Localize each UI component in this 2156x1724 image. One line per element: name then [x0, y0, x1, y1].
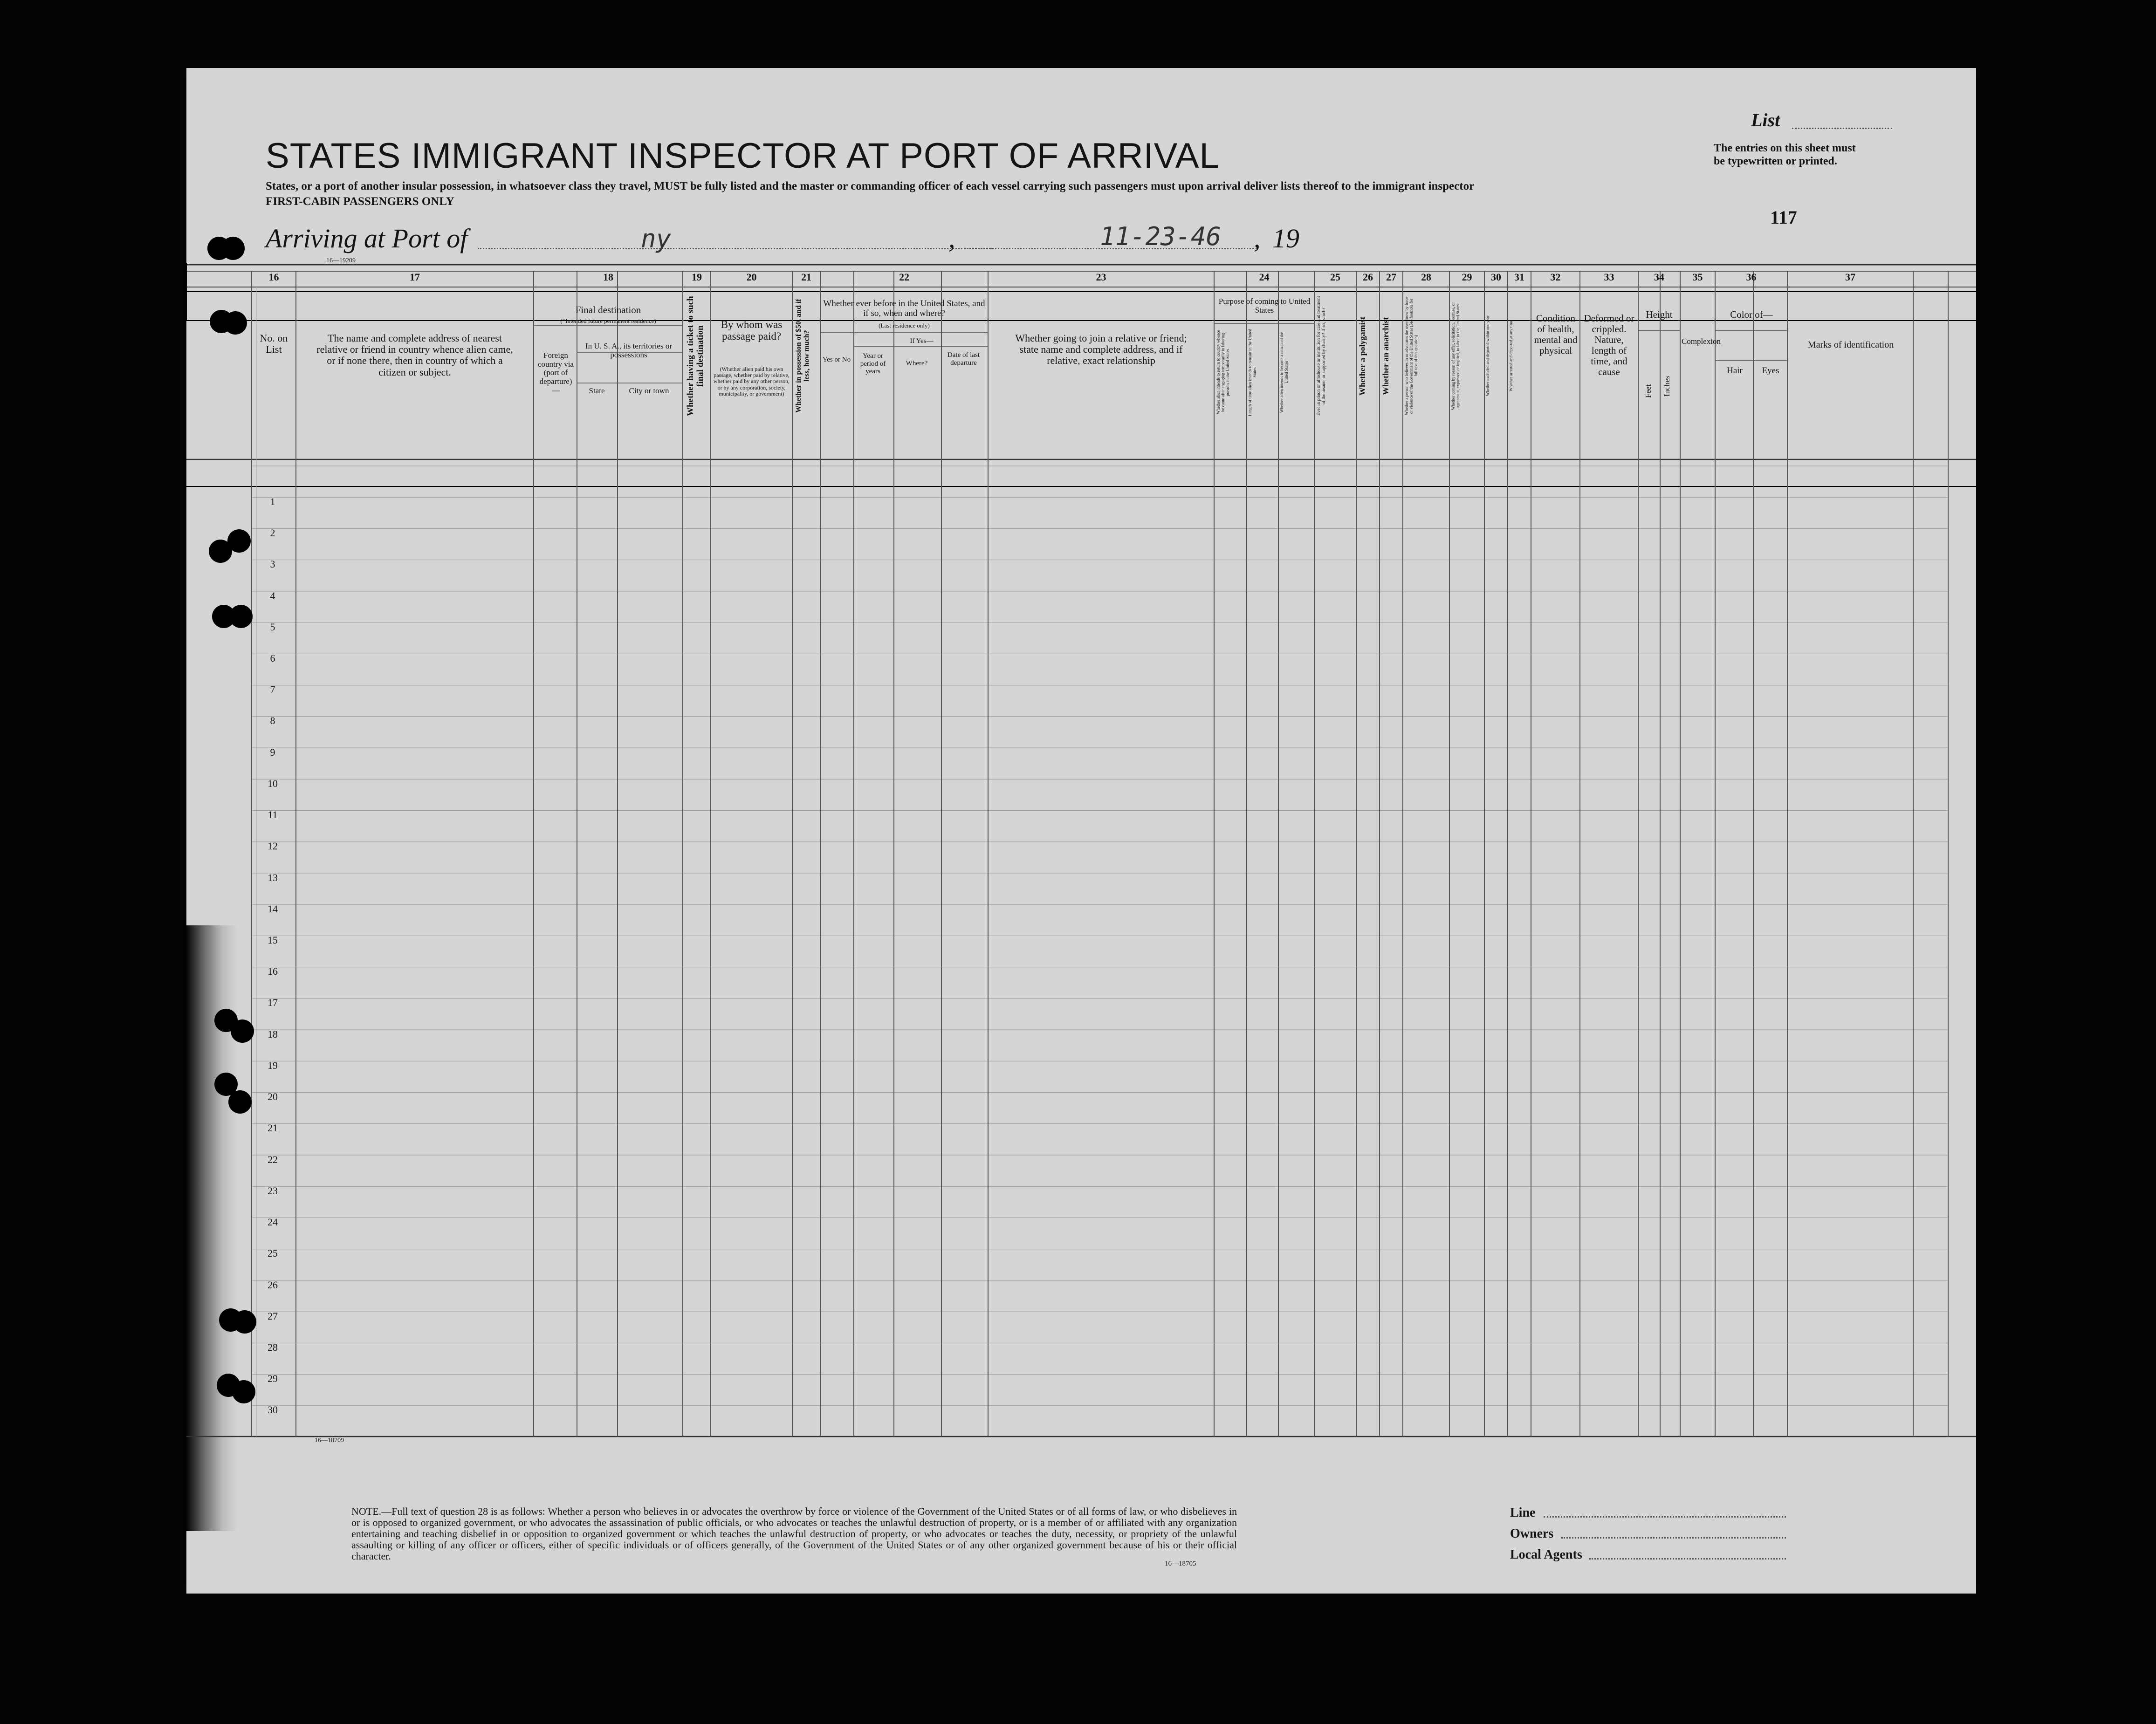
row-number: 20: [268, 1091, 278, 1103]
comma: ,: [948, 223, 955, 253]
col-number-32: 32: [1550, 271, 1561, 283]
header-purpose-citizen: Whether alien intends to become a citizen of the United States: [1279, 332, 1289, 413]
row-number: 21: [268, 1122, 278, 1134]
punch-hole: [227, 529, 251, 553]
row-number: 16: [268, 965, 278, 978]
col-number-36: 36: [1746, 271, 1757, 283]
footer-line-field: [1544, 1516, 1786, 1518]
header-date-departure: Date of last departure: [947, 351, 980, 367]
header-city-or-town: City or town: [629, 386, 669, 395]
manifest-sheet: [186, 68, 1976, 1594]
punch-hole: [229, 605, 253, 628]
row-number: 1: [270, 495, 275, 507]
header-health: Condition of health, mental and physical: [1534, 313, 1578, 356]
header-inches: Inches: [1662, 376, 1671, 397]
row-number: 7: [270, 684, 275, 696]
row-number: 19: [268, 1059, 278, 1071]
header-labor-offer: Whether coming by reason of any offer, solicitation, promise, or agreement, expressed or implied, to labor in the United States: [1451, 302, 1460, 410]
col-number-22: 22: [899, 271, 909, 283]
header-in-usa: In U. S. A., its territories or possessions: [585, 342, 673, 359]
col-number-34: 34: [1654, 271, 1664, 283]
header-purpose-length: Length of time alien intends to remain in the United States: [1248, 328, 1257, 416]
punch-hole: [224, 311, 247, 335]
col-number-28: 28: [1421, 271, 1431, 283]
list-label: List: [1751, 109, 1780, 130]
row-number: 25: [268, 1247, 278, 1259]
row-number: 29: [268, 1373, 278, 1385]
row-number: 22: [268, 1153, 278, 1165]
arriving-label: Arriving at Port of: [266, 223, 468, 253]
header-complexion: Complexion: [1682, 337, 1721, 346]
header-foreign-country: Foreign country via (port of departure)—: [538, 351, 574, 395]
punch-hole: [233, 1310, 256, 1334]
header-marks: Marks of identification: [1807, 340, 1894, 350]
row-number: 13: [268, 871, 278, 883]
row-number: 6: [270, 652, 275, 664]
col-number-18: 18: [603, 271, 613, 283]
port-handwritten: ny: [641, 224, 672, 253]
col-number-21: 21: [801, 271, 811, 283]
header-last-residence: (Last residence only): [879, 322, 930, 329]
header-anarchist: Whether an anarchist: [1381, 317, 1390, 395]
row-number: 28: [268, 1341, 278, 1353]
header-where: Where?: [906, 360, 928, 367]
punch-hole: [232, 1380, 255, 1403]
header-polygamist: Whether a polygamist: [1358, 316, 1367, 396]
header-feet: Feet: [1644, 384, 1653, 398]
row-number: 17: [268, 997, 278, 1009]
row-number: 14: [268, 903, 278, 915]
col-number-16: 16: [268, 271, 279, 283]
footer-owners-field: [1561, 1537, 1786, 1539]
date-handwritten: 11-23-46: [1100, 222, 1222, 251]
row-number: 18: [268, 1028, 278, 1040]
col-number-25: 25: [1330, 271, 1340, 283]
header-fifty-dollars: Whether in possession of $50, and if less, how much?: [795, 299, 811, 413]
header-prison: Ever in prison or almshouse or institution for care and treatment of the insane, or supported by charity? If so, which?: [1316, 296, 1326, 416]
col-number-29: 29: [1462, 271, 1472, 283]
page-number: 117: [1770, 207, 1797, 228]
col-number-31: 31: [1514, 271, 1524, 283]
col-number-33: 33: [1604, 271, 1614, 283]
row-number: 5: [270, 621, 275, 633]
header-join-relative: Whether going to join a relative or friend; state name and complete address, and if relative, exact relationship: [1015, 332, 1187, 367]
row-number: 8: [270, 715, 275, 727]
list-number-line: [1792, 128, 1892, 129]
col-number-23: 23: [1096, 271, 1106, 283]
row-number: 26: [268, 1279, 278, 1291]
form-code-bottom: 16—18709: [315, 1437, 344, 1444]
header-arrested: Whether arrested and deported at any time: [1509, 320, 1513, 392]
header-hair: Hair: [1727, 366, 1743, 376]
header-color-of: Color of—: [1730, 309, 1773, 320]
row-number: 4: [270, 589, 275, 602]
header-ticket: Whether having a ticket to such final destination: [686, 296, 705, 416]
row-number: 10: [268, 777, 278, 789]
header-final-destination: Final destination: [575, 304, 641, 315]
subtitle-class: FIRST-CABIN PASSENGERS ONLY: [266, 195, 454, 208]
port-line: [478, 248, 993, 249]
header-if-yes: If Yes—: [910, 337, 934, 345]
col-number-19: 19: [692, 271, 702, 283]
row-number: 23: [268, 1184, 278, 1197]
table-grid-lines: [186, 263, 1976, 1459]
header-purpose: Purpose of coming to United States: [1218, 297, 1311, 315]
header-final-destination-note: (*Intended future permanent residence): [560, 317, 656, 324]
header-eyes: Eyes: [1762, 366, 1779, 376]
col-number-27: 27: [1386, 271, 1396, 283]
typewritten-notice-line2: be typewritten or printed.: [1714, 155, 1837, 167]
header-year-period: Year or period of years: [860, 352, 886, 375]
header-question-28: Whether a person who believes in or advocates the overthrow by force or violence of the Government of the United States (See footnote for full text of this question): [1404, 296, 1418, 416]
footer-agents-field: [1589, 1558, 1786, 1560]
row-number: 24: [268, 1216, 278, 1228]
subtitle-instructions: States, or a port of another insular possession, in whatsoever class they travel, MUST be fully listed and the master or commanding officer of each vessel carrying such passengers must upon arrival deliver lists thereof to the immigrant inspector: [266, 180, 1475, 192]
row-number: 11: [268, 809, 278, 821]
header-yes-or-no: Yes or No: [822, 356, 851, 363]
col-number-35: 35: [1692, 271, 1703, 283]
form-code-top: 16—19209: [326, 257, 356, 264]
footer-line-label: Line: [1510, 1505, 1536, 1520]
header-state: State: [589, 386, 605, 395]
row-number: 2: [270, 527, 275, 539]
manifest-table: [186, 263, 1976, 1459]
typewritten-notice: [1714, 142, 1856, 168]
form-code-note: 16—18705: [1165, 1560, 1196, 1567]
col-number-37: 37: [1845, 271, 1855, 283]
punch-hole: [221, 237, 245, 260]
row-number: 9: [270, 746, 275, 758]
typewritten-notice-line1: The entries on this sheet must: [1714, 142, 1856, 154]
header-deformed: Deformed or crippled. Nature, length of time, and cause: [1584, 313, 1634, 378]
row-number: 27: [268, 1310, 278, 1322]
header-excluded: Whether excluded and deported within one year: [1485, 315, 1490, 397]
page-title: STATES IMMIGRANT INSPECTOR AT PORT OF ARRIVAL: [266, 136, 1220, 176]
row-number: 12: [268, 840, 278, 852]
row-number: 30: [268, 1404, 278, 1416]
row-number: 15: [268, 934, 278, 946]
col-number-20: 20: [746, 271, 757, 283]
punch-hole: [231, 1019, 254, 1043]
row-number: 3: [270, 558, 275, 570]
header-no-on-list: No. on List: [260, 332, 288, 356]
col-number-24: 24: [1259, 271, 1270, 283]
col-number-17: 17: [410, 271, 420, 283]
header-height: Height: [1646, 309, 1673, 320]
header-purpose-return: Whether alien intends to return to country whence he came after engaging temporarily in laboring pursuits in the United States: [1216, 330, 1230, 415]
header-nearest-relative: The name and complete address of nearest relative or friend in country whence alien came, or if none there, then in country of which a citizen or subject.: [316, 332, 513, 378]
header-passage-paid-note: (Whether alien paid his own passage, whether paid by relative, whether paid by any other person, or by any corporation, society, municipality, or government): [713, 366, 790, 397]
header-passage-paid: By whom was passage paid?: [721, 319, 783, 342]
year-label: 19: [1272, 223, 1299, 253]
header-ever-before: Whether ever before in the United States, and if so, when and where?: [823, 299, 985, 318]
footnote-question-28: NOTE.—Full text of question 28 is as follows: Whether a person who believes in or advocates the overthrow by force or violence of the Government of the United States or of all forms of law, or who disbelieves in or is opposed to organized government, or who advocates the assassination of public officials, or who advocates or teaches the unlawful destruction of property, or is a member of or affiliated with any organization entertaining and teaching disbelief in or opposition to organized government or which teaches the unlawful destruction of property, or who advocates or teaches the duty, necessity, or propriety of the unlawful assaulting or killing of any officer or officers, either of specific individuals or of officers generally, of the Government of the United States or of any other organized government because of his or their official character.: [351, 1505, 1237, 1562]
footer-agents-label: Local Agents: [1510, 1547, 1582, 1562]
footer-owners-label: Owners: [1510, 1526, 1554, 1541]
col-number-30: 30: [1491, 271, 1501, 283]
col-number-26: 26: [1363, 271, 1373, 283]
punch-hole: [228, 1090, 252, 1114]
comma-2: ,: [1254, 223, 1261, 253]
